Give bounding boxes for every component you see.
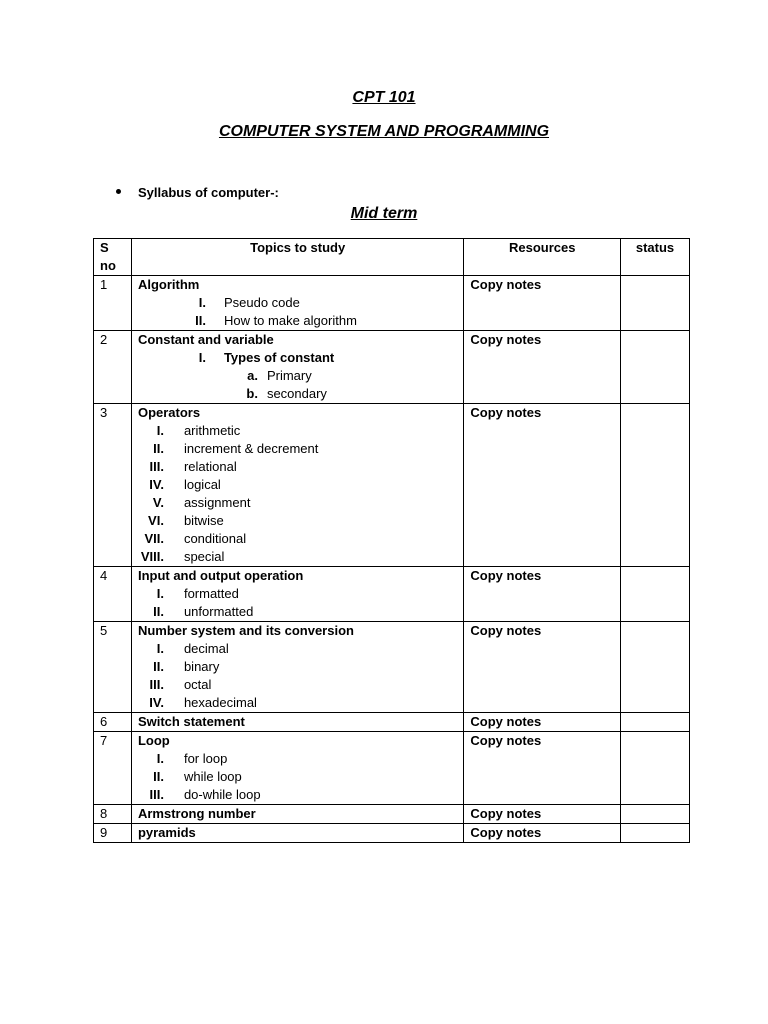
row-resource: Copy notes	[464, 732, 621, 805]
table-body	[94, 276, 690, 843]
row-resource: Copy notes	[464, 276, 621, 331]
table-row	[94, 404, 690, 567]
subtopic-number: I.	[156, 586, 164, 601]
subtopic-item	[138, 768, 457, 786]
subtopic-item	[138, 603, 457, 621]
table-row	[94, 331, 690, 404]
subtopic-text: decimal	[183, 641, 229, 656]
row-resource: Copy notes	[464, 622, 621, 713]
table-row	[94, 276, 690, 331]
subtopic-text: do-while loop	[183, 787, 261, 802]
row-sno: 2	[94, 331, 132, 404]
subtopic-text: Pseudo code	[223, 295, 300, 310]
row-topic-title: pyramids	[137, 825, 196, 840]
table-row	[94, 824, 690, 843]
table-header-row	[94, 239, 690, 276]
row-sno: 4	[94, 567, 132, 622]
subtopic-text: increment & decrement	[183, 441, 319, 456]
subtopic-text: Types of constant	[223, 350, 335, 365]
subtopic-text: unformatted	[183, 604, 254, 619]
subtopic-number: III.	[149, 787, 164, 802]
row-topic-title: Algorithm	[137, 277, 200, 292]
header-sno: S no	[94, 239, 132, 276]
row-resource: Copy notes	[464, 404, 621, 567]
row-status	[621, 622, 690, 713]
subtopic-item	[138, 476, 457, 494]
subtopic-item	[138, 512, 457, 530]
row-topic-cell	[131, 622, 463, 713]
subtopic-item	[138, 294, 457, 312]
row-topic-title: Input and output operation	[137, 568, 304, 583]
row-topic-title: Loop	[137, 733, 170, 748]
course-code-heading: CPT 101	[352, 89, 416, 106]
subtopic-number: I.	[156, 641, 164, 656]
row-sno: 1	[94, 276, 132, 331]
subtopic-subitem	[138, 367, 457, 385]
row-sno: 5	[94, 622, 132, 713]
row-topic-cell	[131, 824, 463, 843]
subtopic-text: octal	[183, 677, 212, 692]
subtopic-item	[138, 658, 457, 676]
subtopic-item	[138, 676, 457, 694]
subtopic-item	[138, 422, 457, 440]
row-sno: 9	[94, 824, 132, 843]
syllabus-bullet	[116, 185, 279, 200]
bullet-dot-icon	[116, 189, 121, 194]
subtopic-number: VI.	[148, 513, 164, 528]
subtopic-number: VII.	[144, 531, 164, 546]
row-status	[621, 567, 690, 622]
subtopic-text: special	[183, 549, 225, 564]
subitem-text: Primary	[266, 368, 312, 383]
subtopic-text: formatted	[183, 586, 239, 601]
subtopic-number: I.	[156, 751, 164, 766]
row-status	[621, 276, 690, 331]
subtopic-number: III.	[149, 677, 164, 692]
subtopic-item	[138, 349, 457, 367]
subtopic-text: assignment	[183, 495, 251, 510]
subtopic-text: logical	[183, 477, 221, 492]
subtopic-number: II.	[153, 441, 164, 456]
row-status	[621, 732, 690, 805]
subtopic-number: IV.	[149, 695, 164, 710]
subtopic-text: for loop	[183, 751, 228, 766]
subtopic-text: bitwise	[183, 513, 224, 528]
subitem-letter: b.	[246, 386, 258, 401]
row-topic-cell	[131, 567, 463, 622]
row-resource: Copy notes	[464, 567, 621, 622]
subtopic-number: III.	[149, 459, 164, 474]
subtopic-number: V.	[152, 495, 164, 510]
subtopic-item	[138, 440, 457, 458]
table-row	[94, 622, 690, 713]
header-resources: Resources	[464, 239, 621, 276]
row-resource: Copy notes	[464, 824, 621, 843]
subtopic-item	[138, 750, 457, 768]
subtopic-item	[138, 548, 457, 566]
row-sno: 8	[94, 805, 132, 824]
row-topic-cell	[131, 805, 463, 824]
row-sno: 6	[94, 713, 132, 732]
row-topic-cell	[131, 713, 463, 732]
row-resource: Copy notes	[464, 805, 621, 824]
row-topic-cell	[131, 331, 463, 404]
row-status	[621, 404, 690, 567]
subtopic-item	[138, 312, 457, 330]
table-row	[94, 805, 690, 824]
row-sno: 7	[94, 732, 132, 805]
subtopic-number: I.	[198, 350, 206, 365]
subtopic-number: I.	[156, 423, 164, 438]
row-topic-cell	[131, 276, 463, 331]
subtopic-item	[138, 640, 457, 658]
syllabus-table	[93, 238, 690, 843]
row-status	[621, 331, 690, 404]
row-topic-title: Switch statement	[137, 714, 245, 729]
row-status	[621, 824, 690, 843]
subtopic-item	[138, 585, 457, 603]
subtopic-number: II.	[153, 659, 164, 674]
subtopic-text: arithmetic	[183, 423, 241, 438]
row-topic-title: Operators	[137, 405, 201, 420]
subtopic-number: II.	[153, 604, 164, 619]
header-status: status	[621, 239, 690, 276]
row-status	[621, 805, 690, 824]
row-resource: Copy notes	[464, 713, 621, 732]
course-title-heading: COMPUTER SYSTEM AND PROGRAMMING	[218, 123, 550, 140]
subtopic-subitem	[138, 385, 457, 403]
subtopic-number: I.	[198, 295, 206, 310]
row-resource: Copy notes	[464, 331, 621, 404]
row-sno: 3	[94, 404, 132, 567]
subitem-text: secondary	[266, 386, 327, 401]
table-row	[94, 732, 690, 805]
subtopic-text: hexadecimal	[183, 695, 257, 710]
subtopic-item	[138, 530, 457, 548]
row-topic-title: Armstrong number	[137, 806, 256, 821]
subtopic-item	[138, 494, 457, 512]
subtopic-number: II.	[153, 769, 164, 784]
subtopic-text: conditional	[183, 531, 247, 546]
row-status	[621, 713, 690, 732]
header-topics: Topics to study	[131, 239, 463, 276]
subtopic-number: IV.	[149, 477, 164, 492]
syllabus-label: Syllabus of computer-:	[138, 185, 279, 200]
subtopic-text: binary	[183, 659, 220, 674]
subtopic-number: II.	[195, 313, 206, 328]
subtopic-text: while loop	[183, 769, 242, 784]
row-topic-cell	[131, 404, 463, 567]
subitem-letter: a.	[247, 368, 258, 383]
table-row	[94, 713, 690, 732]
subtopic-text: How to make algorithm	[223, 313, 357, 328]
section-heading: Mid term	[350, 205, 418, 222]
table-row	[94, 567, 690, 622]
row-topic-title: Number system and its conversion	[137, 623, 354, 638]
row-topic-cell	[131, 732, 463, 805]
subtopic-item	[138, 786, 457, 804]
subtopic-item	[138, 694, 457, 712]
row-topic-title: Constant and variable	[137, 332, 274, 347]
subtopic-number: VIII.	[140, 549, 164, 564]
subtopic-text: relational	[183, 459, 237, 474]
subtopic-item	[138, 458, 457, 476]
